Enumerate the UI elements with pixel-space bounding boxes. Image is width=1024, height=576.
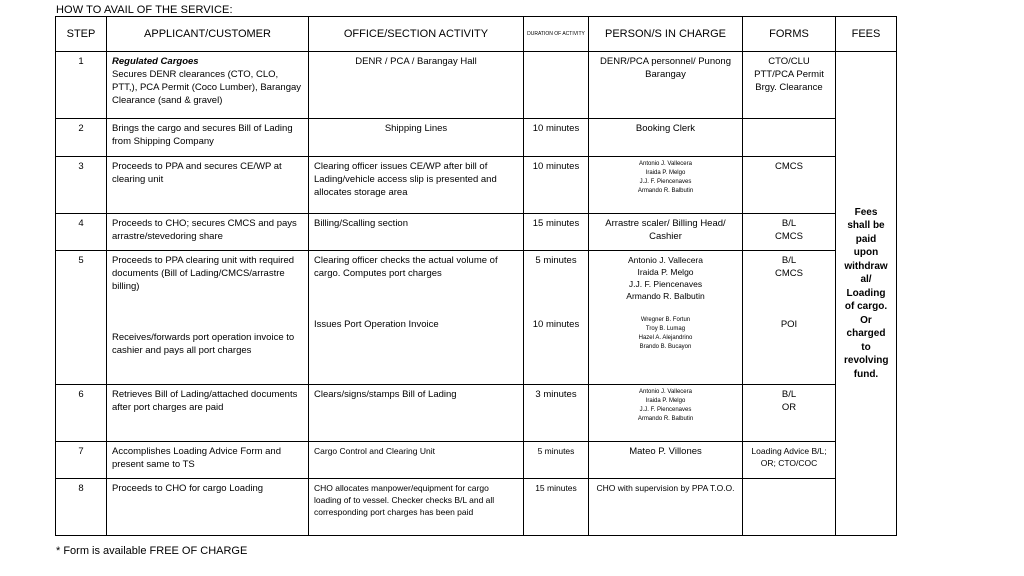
- applicant-text: Proceeds to PPA clearing unit with required documents (Bill of Lading/CMCS/arrastre billing): [112, 255, 295, 292]
- table-row: [56, 157, 897, 214]
- forms-cell: CTO/CLU PTT/PCA Permit Brgy. Clearance: [743, 52, 836, 119]
- forms-cell: [743, 214, 836, 251]
- forms-cell: [743, 119, 836, 157]
- step-number: 4: [56, 214, 107, 251]
- form-item: POI: [780, 319, 798, 330]
- table-row: [56, 119, 897, 157]
- forms-cell: CMCS: [743, 157, 836, 214]
- person-name: Antonio J. Vallecera: [639, 161, 692, 167]
- office-cell: Shipping Lines: [309, 119, 524, 157]
- person-name: Antonio J. Vallecera: [628, 255, 703, 265]
- person-name: J.J. F. Piencenaves: [639, 179, 692, 185]
- person-name: Armando R. Balbutin: [626, 291, 705, 301]
- col-header-forms: FORMS: [743, 17, 836, 52]
- table-row: [56, 442, 897, 479]
- col-header-step: STEP: [56, 17, 107, 52]
- duration-cell: [524, 52, 589, 119]
- forms-cell: [743, 479, 836, 536]
- col-header-office: OFFICE/SECTION ACTIVITY: [309, 17, 524, 52]
- person-name: Iraida P. Melgo: [637, 267, 694, 277]
- step-number: 3: [56, 157, 107, 214]
- person-name: Armando R. Balbutin: [637, 188, 694, 194]
- step-number: 1: [56, 52, 107, 119]
- duration-cell: 10 minutes: [524, 157, 589, 214]
- forms-cell: [743, 251, 836, 385]
- footer-note: * Form is available FREE OF CHARGE: [56, 545, 248, 557]
- office-cell: Cargo Control and Clearing Unit: [309, 442, 524, 479]
- duration-cell: 5 minutes: [524, 442, 589, 479]
- step-number: 6: [56, 385, 107, 442]
- applicant-text-2: Receives/forwards port operation invoice to cashier and pays all port charges: [112, 332, 295, 356]
- form-item: B/L: [781, 255, 797, 266]
- step-number: 5: [56, 251, 107, 385]
- office-cell: Billing/Scalling section: [309, 214, 524, 251]
- duration-text: 5 minutes: [535, 255, 577, 266]
- forms-cell: Loading Advice B/L; OR; CTO/COC: [743, 442, 836, 479]
- col-header-fees: FEES: [836, 17, 897, 52]
- person-name: Antonio J. Vallecera: [639, 389, 692, 395]
- duration-cell: 15 minutes: [524, 479, 589, 536]
- office-cell: Clearing officer issues CE/WP after bill of Lading/vehicle access slip is presented and allocates storage area: [309, 157, 524, 214]
- applicant-cell: [107, 251, 309, 385]
- form-item: CMCS: [775, 231, 803, 242]
- applicant-text: Proceeds to PPA and secures CE/WP at clearing unit: [107, 157, 309, 214]
- form-item: B/L: [781, 389, 797, 400]
- person-name: Wregner B. Fortun: [640, 317, 691, 323]
- persons-cell: [589, 157, 743, 214]
- table-row: [56, 251, 897, 385]
- person-name: Iraida P. Melgo: [645, 398, 686, 404]
- form-item: B/L: [781, 218, 797, 229]
- person-name: Iraida P. Melgo: [645, 170, 686, 176]
- form-item: CMCS: [775, 268, 803, 279]
- applicant-text: Secures DENR clearances (CTO, CLO, PTT,), PCA Permit (Coco Lumber), Barangay Clearance (sand & gravel): [112, 69, 302, 106]
- office-cell: [309, 251, 524, 385]
- fees-note: Fees shall be paid upon withdraw al/ Loading of cargo. Or charged to revolving fund.: [836, 52, 897, 536]
- person-name: Armando R. Balbutin: [637, 416, 694, 422]
- persons-cell: Booking Clerk: [589, 119, 743, 157]
- person-name: J.J. F. Piencenaves: [639, 407, 692, 413]
- person-name: J.J. F. Piencenaves: [628, 279, 703, 289]
- duration-cell: 10 minutes: [524, 119, 589, 157]
- persons-cell: CHO with supervision by PPA T.O.O.: [589, 479, 743, 536]
- person-name: Troy B. Lumag: [645, 326, 686, 332]
- table-row: [56, 52, 897, 119]
- header-row: [56, 17, 897, 52]
- duration-cell: 15 minutes: [524, 214, 589, 251]
- applicant-title: Regulated Cargoes: [112, 56, 199, 67]
- form-item: OR: [781, 402, 797, 413]
- forms-cell: [743, 385, 836, 442]
- step-number: 8: [56, 479, 107, 536]
- persons-cell: Mateo P. Villones: [589, 442, 743, 479]
- office-cell: Clears/signs/stamps Bill of Lading: [309, 385, 524, 442]
- step-number: 7: [56, 442, 107, 479]
- applicant-text: Brings the cargo and secures Bill of Lading from Shipping Company: [107, 119, 309, 157]
- office-cell: CHO allocates manpower/equipment for cargo loading of to vessel. Checker checks B/L and all corresponding port charges has been paid: [309, 479, 524, 536]
- applicant-text: Retrieves Bill of Lading/attached documents after port charges are paid: [107, 385, 309, 442]
- office-cell: DENR / PCA / Barangay Hall: [309, 52, 524, 119]
- table-row: [56, 214, 897, 251]
- persons-cell: [589, 385, 743, 442]
- applicant-text: Proceeds to CHO for cargo Loading: [107, 479, 309, 536]
- office-text: Clearing officer checks the actual volume of cargo. Computes port charges: [314, 255, 498, 279]
- duration-cell: [524, 251, 589, 385]
- persons-cell: [589, 251, 743, 385]
- service-steps-table: [55, 16, 897, 536]
- applicant-text: Accomplishes Loading Advice Form and present same to TS: [107, 442, 309, 479]
- person-name: Hazel A. Alejandrino: [638, 335, 693, 341]
- table-row: [56, 385, 897, 442]
- step-number: 2: [56, 119, 107, 157]
- table-row: [56, 479, 897, 536]
- col-header-duration: DURATION OF ACTIVITY: [524, 17, 589, 52]
- applicant-text: Proceeds to CHO; secures CMCS and pays arrastre/stevedoring share: [107, 214, 309, 251]
- col-header-applicant: APPLICANT/CUSTOMER: [107, 17, 309, 52]
- applicant-cell: [107, 52, 309, 119]
- person-name: Brando B. Bucayon: [639, 344, 692, 350]
- duration-text-2: 10 minutes: [532, 319, 580, 330]
- col-header-persons: PERSON/S IN CHARGE: [589, 17, 743, 52]
- section-heading: HOW TO AVAIL OF THE SERVICE:: [56, 4, 233, 16]
- persons-cell: DENR/PCA personnel/ Punong Barangay: [589, 52, 743, 119]
- duration-cell: 3 minutes: [524, 385, 589, 442]
- office-text-2: Issues Port Operation Invoice: [314, 319, 439, 330]
- persons-cell: Arrastre scaler/ Billing Head/ Cashier: [589, 214, 743, 251]
